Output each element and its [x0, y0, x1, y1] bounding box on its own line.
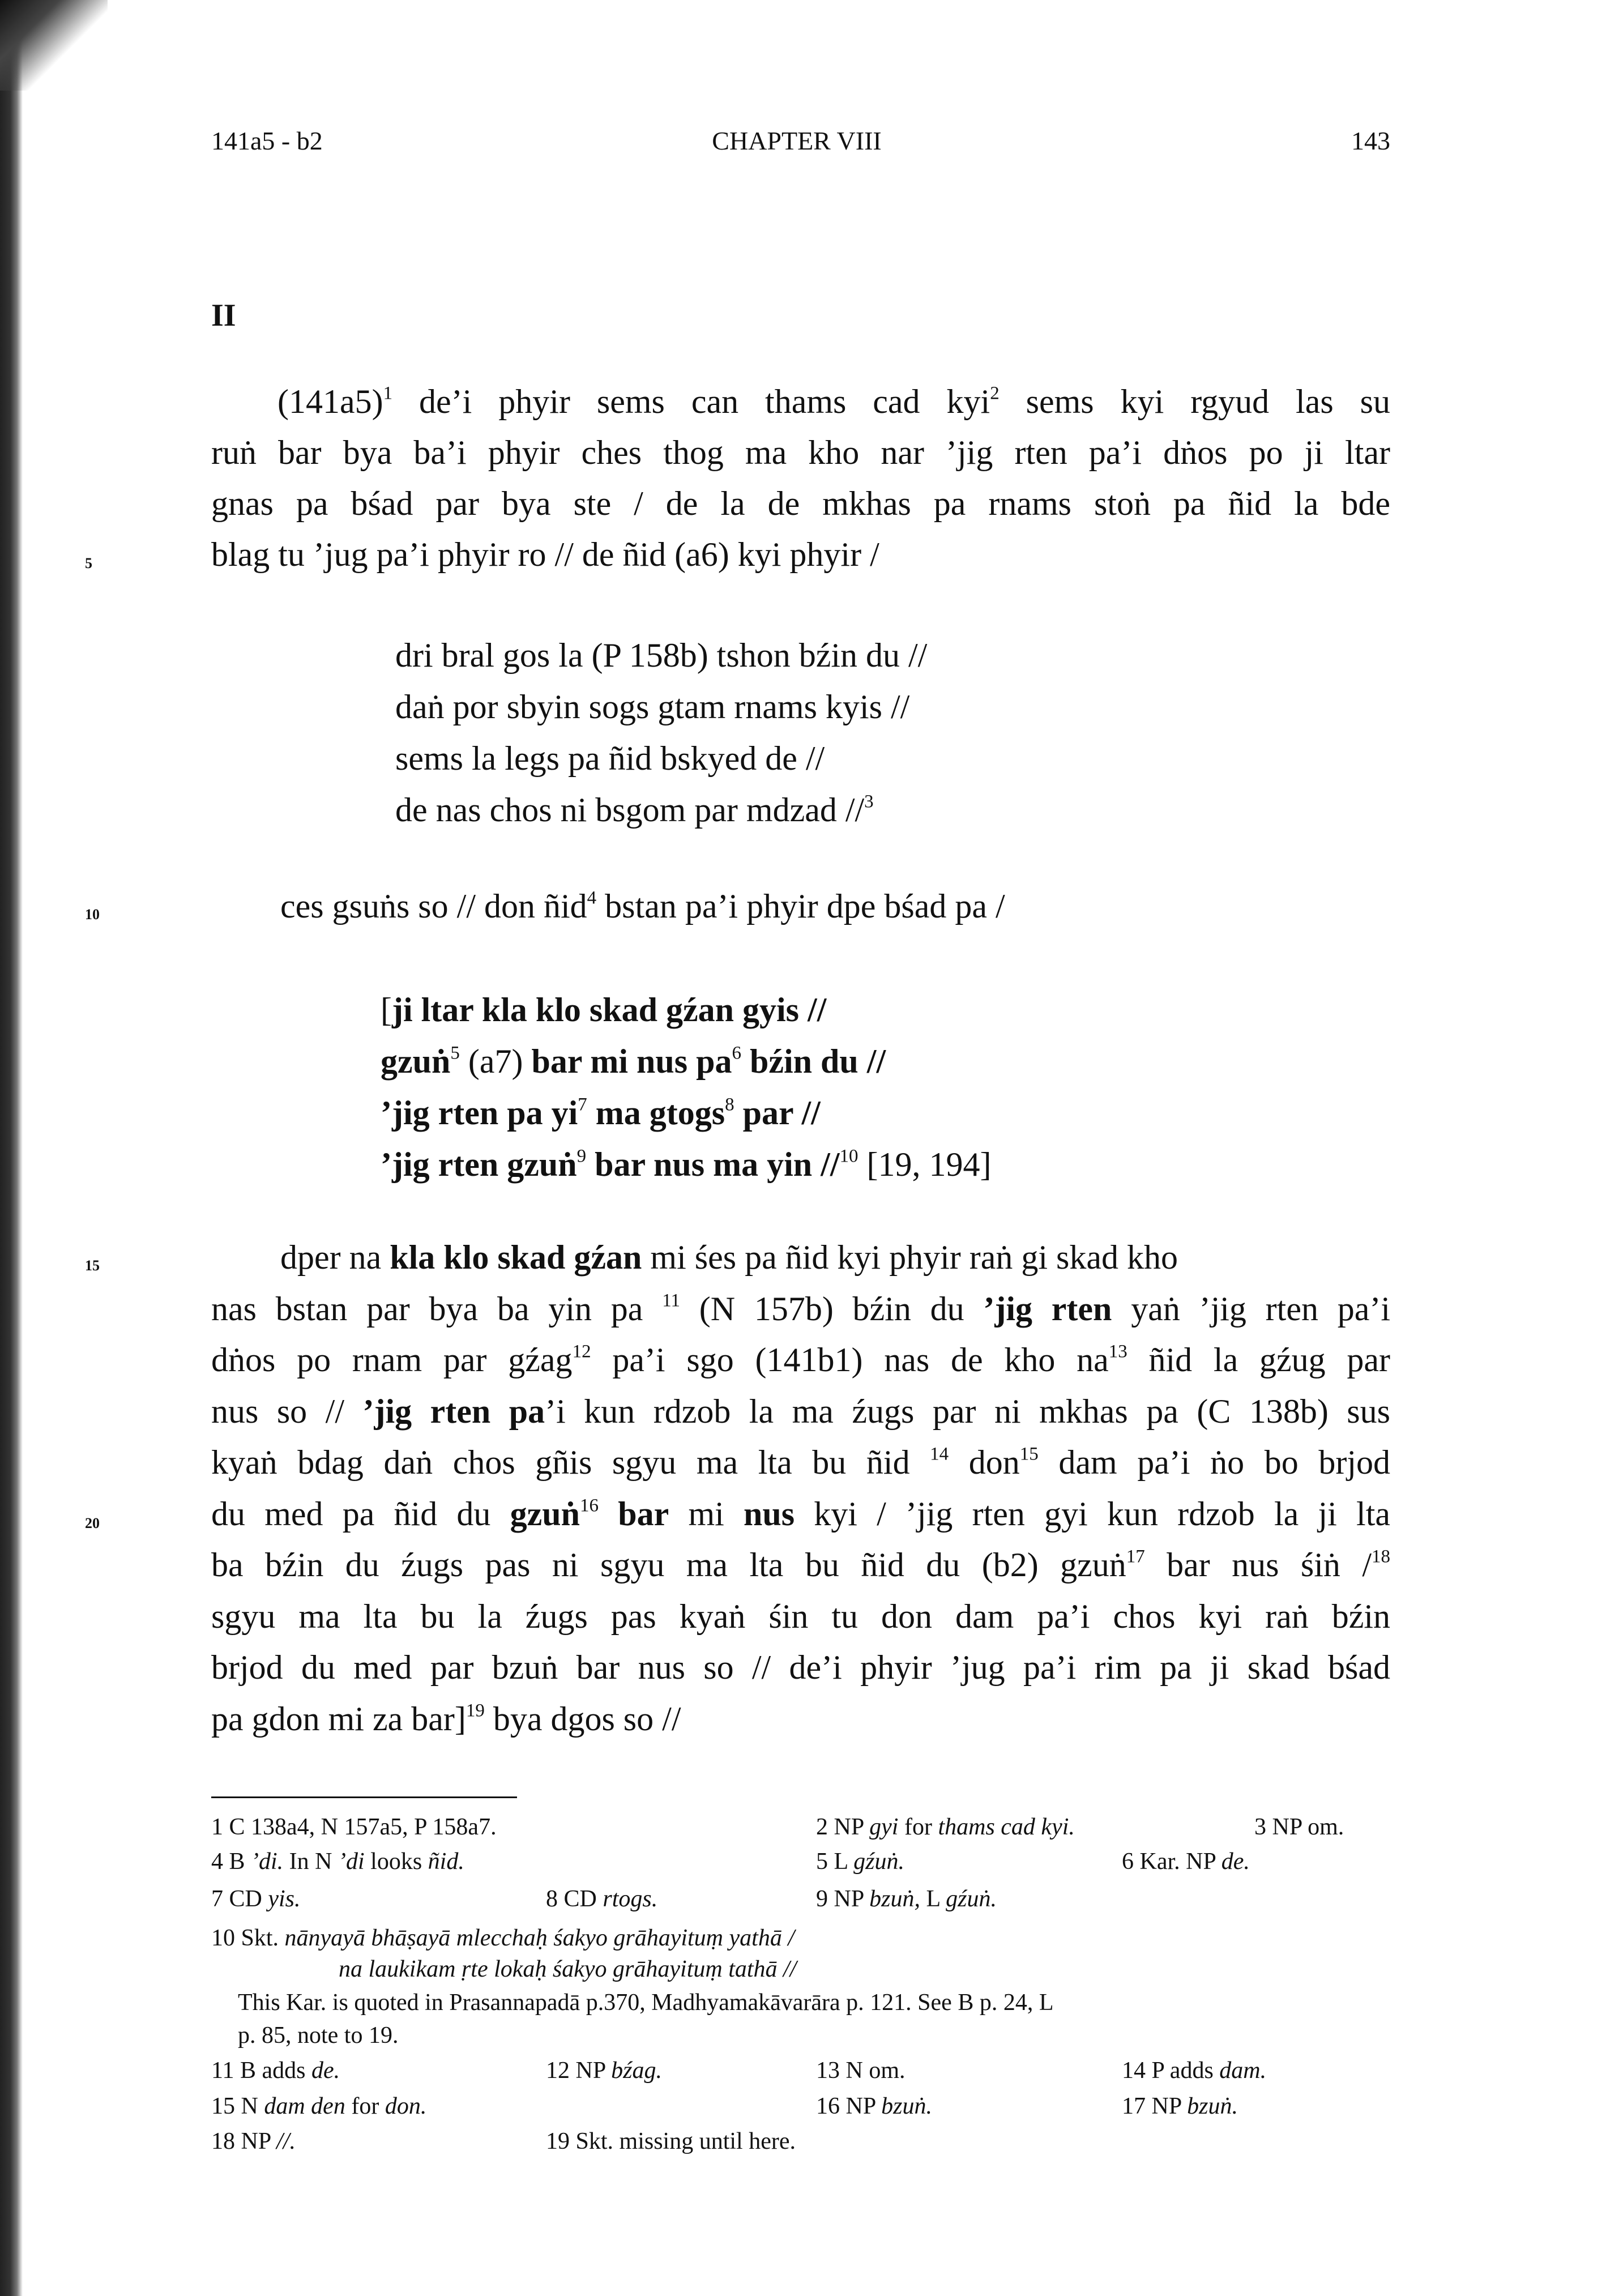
italic-text: na laukikam ṛte lokaḥ śakyo grāhayituṃ tathā // — [339, 1956, 797, 1982]
bold-text: bar nus ma yin // — [586, 1146, 840, 1183]
footnote — [816, 2092, 932, 2120]
text-run: bya dgos so // — [484, 1700, 681, 1738]
bold-text: ’jig rten pa yi — [381, 1094, 578, 1132]
italic-text: gyi — [869, 1814, 899, 1840]
text-run: for — [345, 2093, 385, 2119]
text-run: de nas chos ni bsgom par mdzad // — [395, 791, 865, 829]
text-run: bar nus śiṅ / — [1144, 1546, 1372, 1584]
text-run: dper na — [280, 1239, 390, 1276]
bold-text: kla klo skad gźan — [390, 1239, 642, 1276]
text-run: [19, 194] — [858, 1146, 992, 1183]
book-binding-shadow — [0, 0, 23, 2296]
footnote — [238, 2021, 398, 2050]
text-run: This Kar. is quoted in Prasannapadā p.370, Madhyamakāvarāra p. 121. See B p. 24, L — [238, 1990, 1054, 2016]
footnote — [546, 2056, 662, 2085]
text-run: 17 NP — [1122, 2093, 1188, 2119]
bold-text: bar mi nus pa — [531, 1043, 732, 1080]
line-number: 10 — [85, 906, 100, 923]
text-run: (a7) — [459, 1043, 532, 1080]
text-run: nas bstan par bya ba yin pa — [211, 1290, 663, 1328]
text-line — [211, 1340, 1390, 1380]
bold-text: bźin du // — [741, 1043, 886, 1080]
text-run: looks — [364, 1849, 428, 1875]
text-run: ’i kun rdzob la ma źugs par ni mkhas pa (C 138b) sus — [545, 1392, 1390, 1430]
italic-text: ñid. — [428, 1849, 464, 1875]
text-line — [211, 1392, 1390, 1431]
bold-text: ji ltar kla klo skad gźan gyis // — [391, 991, 827, 1028]
text-line — [381, 1093, 821, 1133]
text-line — [381, 990, 826, 1030]
text-line — [395, 687, 909, 727]
footnote-ref: 12 — [572, 1341, 591, 1362]
text-run: L — [920, 1886, 946, 1912]
footnote-ref: 11 — [662, 1290, 680, 1311]
text-run: 6 Kar. NP — [1122, 1849, 1221, 1875]
text-run: dṅos po rnam par gźag — [211, 1341, 573, 1379]
footnote — [816, 1813, 1075, 1841]
text-run: for — [898, 1814, 938, 1840]
text-run: yaṅ ’jig rten pa’i — [1112, 1290, 1391, 1328]
text-run: de’i phyir sems can thams cad kyi — [392, 383, 990, 420]
text-run: 2 NP — [816, 1814, 870, 1840]
text-line — [211, 535, 879, 574]
footnote-ref: 18 — [1372, 1546, 1390, 1567]
chapter-title: CHAPTER VIII — [712, 126, 882, 155]
text-run: p. 85, note to 19. — [238, 2022, 399, 2049]
text-run: In N — [283, 1849, 338, 1875]
text-run: pa’i sgo (141b1) nas de kho na — [591, 1341, 1109, 1379]
footnote-ref: 10 — [839, 1146, 859, 1167]
footnote — [816, 2056, 906, 2085]
italic-text: bzuṅ. — [881, 2093, 932, 2119]
italic-text: bzuṅ. — [1187, 2093, 1238, 2119]
footnote-ref: 5 — [450, 1043, 460, 1064]
text-run: 14 P adds — [1122, 2058, 1220, 2084]
italic-text: gźuṅ. — [946, 1886, 997, 1912]
footnote — [211, 1885, 301, 1913]
italic-text: //. — [276, 2128, 296, 2154]
text-run: pa gdon mi za bar] — [211, 1700, 466, 1738]
text-run: 8 CD — [546, 1886, 603, 1912]
text-line — [395, 739, 825, 778]
text-run: 9 NP — [816, 1886, 870, 1912]
text-run: dri bral gos la (P 158b) tshon bźin du // — [395, 637, 928, 674]
footnote-ref: 1 — [383, 383, 393, 404]
footnote — [1254, 1813, 1344, 1841]
footnote-ref: 17 — [1126, 1546, 1145, 1567]
footnote — [211, 2127, 296, 2156]
footnote-ref: 15 — [1019, 1444, 1039, 1465]
italic-text: gźuṅ. — [853, 1849, 904, 1875]
bold-text: gzuṅ — [381, 1043, 451, 1080]
italic-text: yis. — [268, 1886, 301, 1912]
text-run: 18 NP — [211, 2128, 277, 2154]
running-head-left: 141a5 - b2 — [211, 126, 323, 155]
footnote-ref: 7 — [578, 1094, 587, 1115]
footnote-ref: 4 — [587, 887, 597, 908]
text-run: 3 NP om. — [1254, 1814, 1344, 1840]
text-run: 16 NP — [816, 2093, 882, 2119]
footnote-ref: 13 — [1108, 1341, 1127, 1362]
text-run: 5 L — [816, 1849, 854, 1875]
footnote — [1122, 1847, 1250, 1876]
text-run: 13 N om. — [816, 2058, 906, 2084]
italic-text: de. — [1221, 1849, 1250, 1875]
text-run: 1 C 138a4, N 157a5, P 158a7. — [211, 1814, 497, 1840]
text-run: 15 N — [211, 2093, 264, 2119]
bold-text: nus — [744, 1495, 795, 1533]
footnote — [211, 2092, 426, 2120]
text-run: blag tu ’jug pa’i phyir ro // de ñid (a6) kyi phyir / — [211, 536, 879, 573]
text-line — [280, 1237, 1178, 1277]
text-line — [211, 1545, 1390, 1585]
text-line — [211, 1699, 681, 1739]
text-run: mi — [669, 1495, 744, 1533]
italic-text: rtogs. — [603, 1886, 658, 1912]
line-number: 5 — [85, 555, 92, 571]
text-run: nus so // — [211, 1392, 363, 1430]
italic-text: dam den — [264, 2093, 345, 2119]
text-run: mi śes pa ñid kyi phyir raṅ gi skad kho — [642, 1239, 1178, 1276]
text-line — [211, 1494, 1390, 1534]
footnote — [211, 1847, 464, 1876]
italic-text: bźag. — [611, 2058, 662, 2084]
text-line — [381, 1042, 886, 1081]
footnote — [339, 1955, 796, 1983]
text-run: daṅ por sbyin sogs gtam rnams kyis // — [395, 688, 910, 725]
footnote-rule — [211, 1796, 517, 1798]
footnote — [211, 1924, 795, 1952]
footnote-ref: 19 — [465, 1700, 485, 1721]
text-run: bstan pa’i phyir dpe bśad pa / — [596, 887, 1005, 925]
line-number: 15 — [85, 1257, 100, 1274]
text-line — [211, 1443, 1390, 1482]
footnote-ref: 16 — [580, 1495, 599, 1516]
text-run: ruṅ bar bya ba’i phyir ches thog ma kho nar ’jig rten pa’i dṅos po ji ltar — [211, 434, 1390, 471]
text-line — [211, 1597, 1390, 1636]
italic-text: ’di. — [251, 1849, 284, 1875]
text-run: don — [949, 1444, 1020, 1481]
section-heading: II — [211, 298, 236, 333]
text-run: 7 CD — [211, 1886, 268, 1912]
text-line — [211, 1289, 1390, 1329]
text-run: (141a5) — [277, 383, 383, 420]
text-run: brjod du med par bzuṅ bar nus so // de’i phyir ’jug pa’i rim pa ji skad bśad — [211, 1649, 1390, 1686]
text-run: kyi / ’jig rten gyi kun rdzob la ji lta — [795, 1495, 1391, 1533]
text-line — [381, 1145, 991, 1184]
text-run: du med pa ñid du — [211, 1495, 510, 1533]
italic-text: dam. — [1219, 2058, 1267, 2084]
text-run: 10 Skt. — [211, 1925, 285, 1951]
footnote — [238, 1988, 1054, 2017]
text-run: sems kyi rgyud las su — [999, 383, 1390, 420]
text-run: dam pa’i ṅo bo brjod — [1038, 1444, 1391, 1481]
text-run: gnas pa bśad par bya ste / de la de mkhas pa rnams stoṅ pa ñid la bde — [211, 485, 1390, 522]
footnote-ref: 8 — [725, 1094, 734, 1115]
text-run: 19 Skt. missing until here. — [546, 2128, 796, 2154]
italic-text: don. — [385, 2093, 427, 2119]
scan-corner-shadow — [0, 0, 108, 91]
text-run: (N 157b) bźin du — [680, 1290, 984, 1328]
text-run: 11 B adds — [211, 2058, 311, 2084]
italic-text: de. — [311, 2058, 340, 2084]
text-line — [211, 484, 1390, 523]
text-run: sems la legs pa ñid bskyed de // — [395, 740, 825, 777]
italic-text: nānyayā bhāṣayā mlecchaḥ śakyo grāhayituṃ yathā / — [284, 1925, 795, 1951]
text-line — [395, 790, 874, 830]
text-run: ba bźin du źugs pas ni sgyu ma lta bu ñid du (b2) gzuṅ — [211, 1546, 1126, 1584]
text-line — [280, 886, 1005, 926]
text-run: sgyu ma lta bu la źugs pas kyaṅ śin tu don dam pa’i chos kyi raṅ bźin — [211, 1597, 1390, 1635]
bold-text: ’jig rten — [983, 1290, 1112, 1328]
text-line — [395, 635, 927, 675]
footnote-ref: 3 — [864, 791, 874, 812]
italic-text: ’di — [338, 1849, 365, 1875]
footnote — [211, 1813, 497, 1841]
text-run: 12 NP — [546, 2058, 612, 2084]
footnote-ref: 9 — [576, 1146, 587, 1167]
footnote-ref: 14 — [930, 1444, 949, 1465]
footnote — [1122, 2056, 1266, 2085]
footnote — [546, 2127, 796, 2156]
footnote — [211, 2056, 340, 2085]
footnote — [1122, 2092, 1238, 2120]
footnote — [546, 1885, 657, 1913]
bold-text: par // — [734, 1094, 821, 1132]
bold-text: bar — [599, 1495, 669, 1533]
bold-text: ’jig rten gzuṅ — [381, 1146, 577, 1183]
footnote-ref: 2 — [990, 383, 1000, 404]
text-line — [277, 382, 1390, 421]
footnote-ref: 6 — [732, 1043, 741, 1064]
text-run: ces gsuṅs so // don ñid — [280, 887, 587, 925]
footnote — [816, 1847, 904, 1876]
text-run: 4 B — [211, 1849, 251, 1875]
text-run: [ — [381, 991, 392, 1028]
footnote — [816, 1885, 997, 1913]
bold-text: ma gtogs — [587, 1094, 725, 1132]
line-number: 20 — [85, 1515, 100, 1531]
text-run: ñid la gźug par — [1127, 1341, 1390, 1379]
bold-text: ’jig rten pa — [362, 1392, 545, 1430]
italic-text: thams cad kyi. — [938, 1814, 1075, 1840]
page-number: 143 — [1351, 126, 1390, 155]
bold-text: gzuṅ — [510, 1495, 580, 1533]
text-run: kyaṅ bdag daṅ chos gñis sgyu ma lta bu ñid — [211, 1444, 930, 1481]
italic-text: bzuṅ, — [869, 1886, 920, 1912]
text-line — [211, 433, 1390, 472]
text-line — [211, 1648, 1390, 1687]
